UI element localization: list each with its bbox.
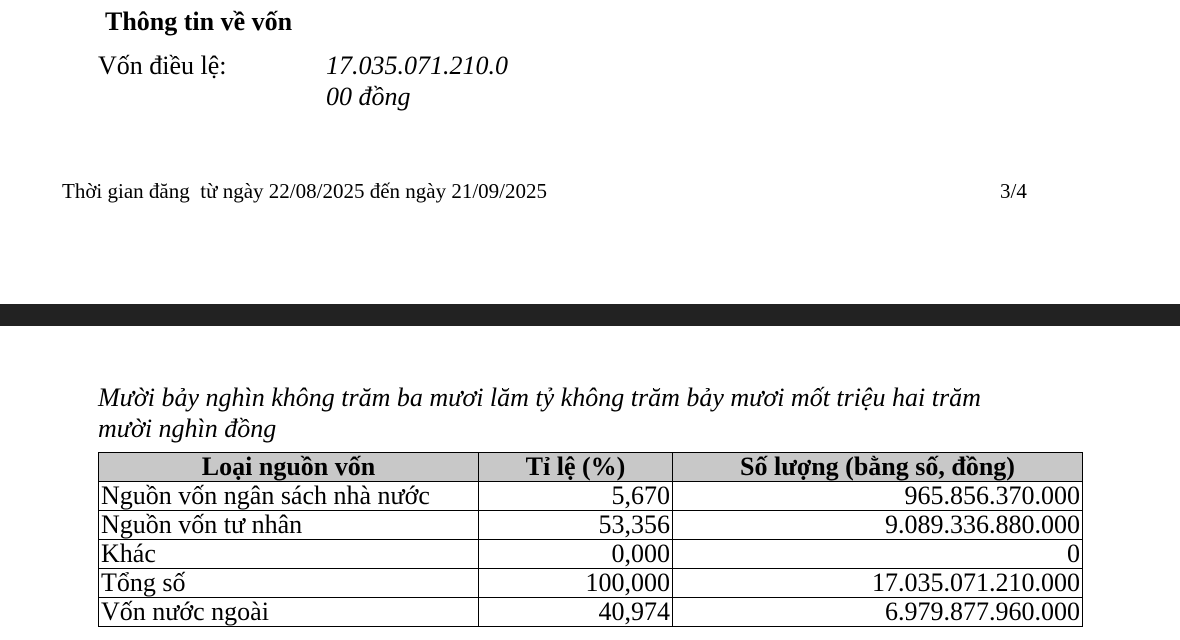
page-separator <box>0 304 1180 326</box>
row-amount: 0 <box>673 540 1083 569</box>
header-ratio: Tỉ lệ (%) <box>479 453 673 482</box>
charter-capital-value-line1: 17.035.071.210.0 <box>326 51 508 80</box>
row-source-name: Khác <box>99 540 479 569</box>
table-row <box>99 511 1083 540</box>
amount-in-words <box>98 382 1078 444</box>
header-capital-source: Loại nguồn vốn <box>99 453 479 482</box>
row-source-name: Nguồn vốn ngân sách nhà nước <box>99 482 479 511</box>
row-amount: 9.089.336.880.000 <box>673 511 1083 540</box>
row-ratio: 100,000 <box>479 569 673 598</box>
row-amount: 17.035.071.210.000 <box>673 569 1083 598</box>
posting-period-text: Thời gian đăng từ ngày 22/08/2025 đến ngày 21/09/2025 <box>62 179 548 203</box>
row-source-name: Nguồn vốn tư nhân <box>99 511 479 540</box>
amount-in-words-line1: Mười bảy nghìn không trăm ba mươi lăm tỷ không trăm bảy mươi mốt triệu hai trăm <box>98 383 981 412</box>
table-row <box>99 540 1083 569</box>
row-amount: 6.979.877.960.000 <box>673 598 1083 627</box>
row-source-name: Tổng số <box>99 569 479 598</box>
charter-capital-value <box>326 50 508 112</box>
row-ratio: 5,670 <box>479 482 673 511</box>
charter-capital-label: Vốn điều lệ: <box>98 51 227 80</box>
row-amount: 965.856.370.000 <box>673 482 1083 511</box>
header-amount: Số lượng (bằng số, đồng) <box>673 453 1083 482</box>
row-ratio: 53,356 <box>479 511 673 540</box>
table-row <box>99 598 1083 627</box>
row-ratio: 40,974 <box>479 598 673 627</box>
capital-section-title: Thông tin về vốn <box>105 7 293 36</box>
row-source-name: Vốn nước ngoài <box>99 598 479 627</box>
table-row <box>99 569 1083 598</box>
page-number: 3/4 <box>1000 179 1027 203</box>
table-row <box>99 482 1083 511</box>
charter-capital-value-line2: 00 đồng <box>326 82 411 111</box>
capital-source-table <box>98 452 1083 627</box>
amount-in-words-line2: mười nghìn đồng <box>98 414 277 443</box>
row-ratio: 0,000 <box>479 540 673 569</box>
table-header-row <box>99 453 1083 482</box>
